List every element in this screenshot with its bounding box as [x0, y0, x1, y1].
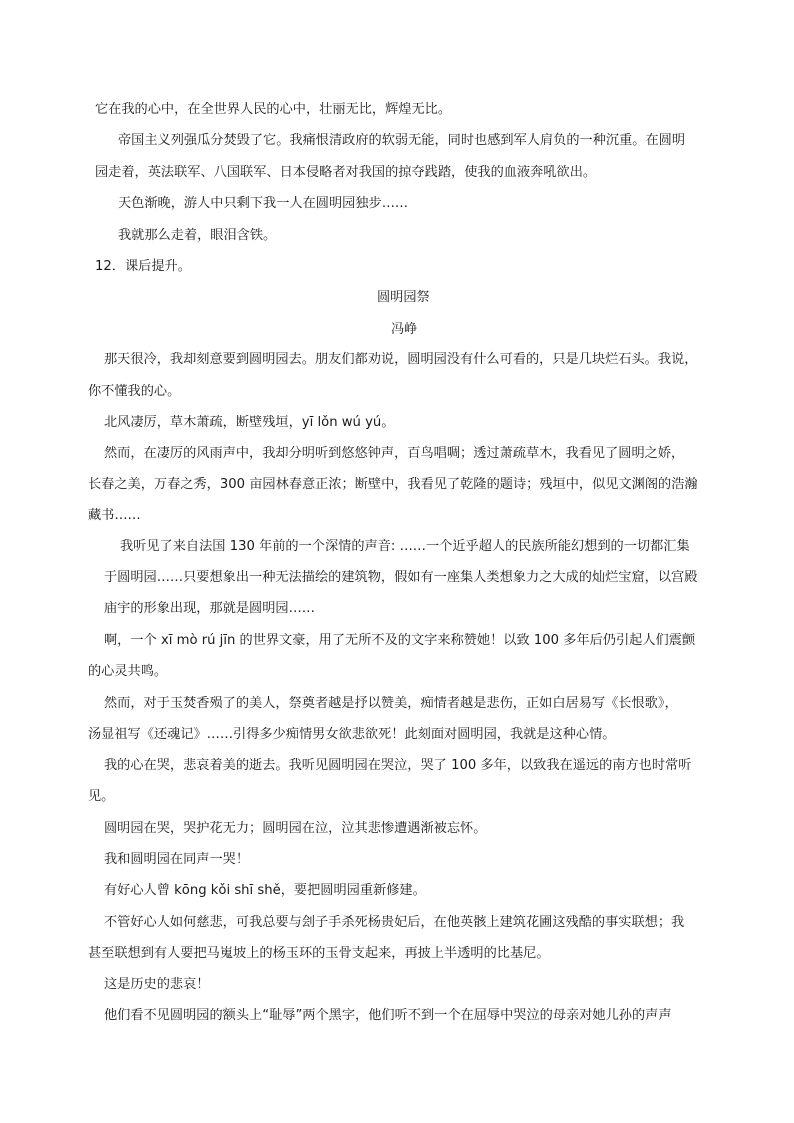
article-title: 圆明园祭	[377, 290, 430, 305]
article-line: 我和圆明园在同声一哭！	[104, 852, 250, 867]
passage-line: 我就那么走着，眼泪含铁。	[118, 228, 277, 243]
passage-line: 帝国主义列强瓜分焚毁了它。我痛恨清政府的软弱无能，同时也感到军人肩负的一种沉重。在圆明	[118, 133, 686, 148]
article-line: 你不懂我的心。	[88, 384, 181, 399]
article-line: 长春之美，万春之秀，300 亩园林春意正浓；断壁中，我看见了乾隆的题诗；残垣中，似见文渊阁的浩瀚	[88, 477, 698, 492]
article-line: 这是历史的悲哀！	[104, 977, 210, 992]
article-line: 啊，一个 xī mò rú jīn 的世界文豪，用了无所不及的文字来称赞她！以致 100 多年后仍引起人们震颤	[104, 633, 696, 648]
article-line: 北风凄厉，草木萧疏，断壁残垣，yī lǒn wú yú。	[104, 415, 395, 430]
article-line: 见。	[88, 789, 115, 804]
passage-line: 园走着，英法联军、八国联军、日本侵略者对我国的掠夺践踏，使我的血液奔吼欲出。	[95, 165, 597, 180]
article-line: 圆明园在哭，哭护花无力；圆明园在泣，泣其悲惨遭遇渐被忘怀。	[104, 821, 487, 836]
article-line: 甚至联想到有人要把马嵬坡上的杨玉环的玉骨支起来，再披上半透明的比基尼。	[88, 946, 550, 961]
article-line: 我的心在哭，悲哀着美的逝去。我听见圆明园在哭泣，哭了 100 多年，以致我在遥远的南方也时常听	[104, 758, 692, 773]
article-line: 然而，对于玉焚香殒了的美人，祭奠者越是抒以赞美，痴情者越是悲伤，正如白居易写《长恨歌》，	[104, 696, 678, 711]
article-line: 庙宇的形象出现，那就是圆明园……	[104, 601, 315, 616]
article-line: 然而，在凄厉的风雨声中，我却分明听到悠悠钟声，百鸟唱啁；透过萧疏草木，我看见了圆明之娇，	[104, 446, 685, 461]
article-line: 我听见了来自法国 130 年前的一个深情的声音: ……一个近乎超人的民族所能幻想到的一切都汇集	[120, 539, 690, 554]
article-line: 那天很冷，我却刻意要到圆明园去。朋友们都劝说，圆明园没有什么可看的，只是几块烂石头。我说，	[104, 352, 698, 367]
article-line: 于圆明园……只要想象出一种无法描绘的建筑物，假如有一座集人类想象力之大成的灿烂宝窟，以宫殿	[104, 570, 698, 585]
passage-line: 它在我的心中，在全世界人民的心中，壮丽无比，辉煌无比。	[95, 102, 452, 117]
passage-line: 天色渐晚，游人中只剩下我一人在圆明园独步……	[118, 196, 409, 211]
question-label: 12．课后提升。	[95, 259, 191, 274]
article-line: 有好心人曾 kōng kǒi shī shě，要把圆明园重新修建。	[104, 883, 426, 898]
article-line: 他们看不见圆明园的额头上“耻辱”两个黑字，他们听不到一个在屈辱中哭泣的母亲对她儿孙的声声	[104, 1008, 672, 1023]
article-line: 的心灵共鸣。	[88, 664, 168, 679]
article-author: 冯峥	[391, 322, 418, 337]
article-line: 藏书……	[88, 508, 141, 523]
article-line: 不管好心人如何慈悲，可我总要与刽子手杀死杨贵妃后，在他英骸上建筑花圃这残酷的事实联想；我	[104, 915, 685, 930]
article-line: 汤显祖写《还魂记》……引得多少痴情男女欲悲欲死！此刻面对圆明园，我就是这种心情。	[88, 727, 616, 742]
